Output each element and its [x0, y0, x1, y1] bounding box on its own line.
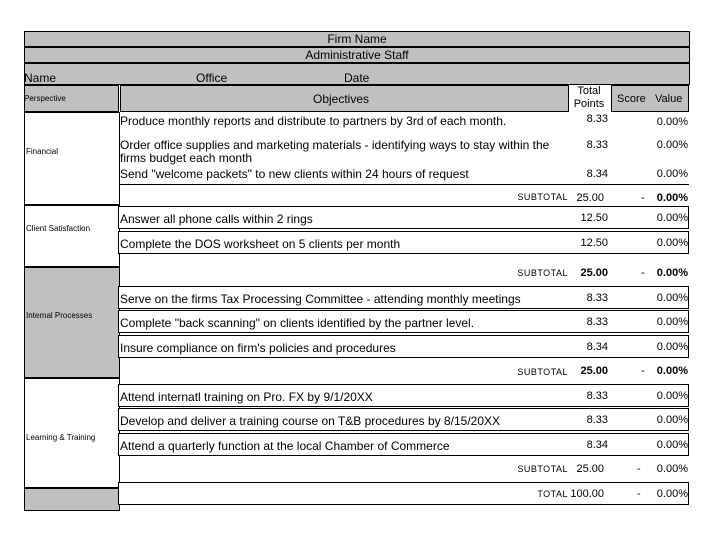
total-perspective-cell: [24, 488, 120, 511]
points-cell: 8.33: [586, 113, 608, 125]
subtotal-points: 25.00: [576, 192, 604, 204]
value-cell: 0.00%: [656, 116, 688, 128]
value-cell: 0.00%: [656, 414, 688, 426]
client-perspective-cell: [24, 205, 120, 267]
objective-row: Complete "back scanning" on clients identified by the partner level.: [120, 316, 475, 330]
subtotal-points: 25.00: [580, 267, 608, 279]
objectives-header: Objectives: [313, 92, 370, 106]
value-cell: 0.00%: [656, 292, 688, 304]
total-points-header: Total Points: [573, 85, 605, 110]
objective-row: Produce monthly reports and distribute to partners by 3rd of each month.: [120, 114, 507, 128]
subtotal-label: SUBTOTAL: [517, 192, 568, 202]
office-label: Office: [196, 71, 228, 85]
objective-row: Serve on the firms Tax Processing Committee - attending monthly meetings: [120, 292, 521, 306]
points-cell: 8.33: [586, 390, 608, 402]
points-cell: 12.50: [580, 212, 608, 224]
points-cell: 8.33: [586, 292, 608, 304]
subtotal-label: SUBTOTAL: [517, 464, 568, 474]
value-cell: 0.00%: [656, 212, 688, 224]
subtotal-points: 25.00: [580, 365, 608, 377]
points-cell: 8.33: [586, 139, 608, 151]
perspective-learning-training: Learning & Training: [26, 433, 96, 442]
subtotal-score: -: [641, 192, 645, 204]
divider: [120, 184, 689, 185]
subtotal-value: 0.00%: [656, 192, 688, 204]
objective-row: Complete the DOS worksheet on 5 clients per month: [120, 237, 401, 251]
name-label: Name: [24, 71, 57, 85]
points-cell: 8.33: [586, 414, 608, 426]
points-cell: 8.34: [586, 168, 608, 180]
score-header: Score: [617, 93, 646, 105]
total-score: -: [637, 488, 641, 500]
subtotal-score: -: [641, 267, 645, 279]
value-cell: 0.00%: [656, 341, 688, 353]
value-cell: 0.00%: [656, 237, 688, 249]
perspective-client-satisfaction: Client Satisfaction: [26, 224, 91, 233]
points-cell: 8.34: [586, 439, 608, 451]
objective-row: Attend internatl training on Pro. FX by 9/1/20XX: [120, 390, 373, 404]
value-cell: 0.00%: [656, 316, 688, 328]
subtotal-score: -: [637, 463, 641, 475]
perspective-header: Perspective: [24, 94, 66, 103]
subtotal-value: 0.00%: [656, 365, 688, 377]
value-cell: 0.00%: [656, 390, 688, 402]
points-cell: 12.50: [580, 237, 608, 249]
subtotal-value: 0.00%: [656, 267, 688, 279]
objective-row: Develop and deliver a training course on T&B procedures by 8/15/20XX: [120, 414, 501, 428]
subtotal-value: 0.00%: [656, 463, 688, 475]
firm-name: Firm Name: [24, 31, 690, 47]
internal-perspective-cell: [24, 267, 120, 378]
objective-row: Insure compliance on firm's policies and procedures: [120, 341, 396, 355]
date-label: Date: [344, 71, 370, 85]
points-cell: 8.33: [586, 316, 608, 328]
subtotal-points: 25.00: [576, 463, 604, 475]
value-cell: 0.00%: [656, 139, 688, 151]
subtotal-score: -: [641, 365, 645, 377]
total-label: TOTAL: [537, 489, 568, 499]
objective-row: Order office supplies and marketing materials - identifying ways to stay within the firms budget each month: [120, 138, 550, 165]
value-cell: 0.00%: [656, 168, 688, 180]
objective-row: Answer all phone calls within 2 rings: [120, 212, 313, 226]
value-cell: 0.00%: [656, 439, 688, 451]
points-cell: 8.34: [586, 341, 608, 353]
total-points: 100.00: [570, 488, 604, 500]
perspective-financial: Financial: [26, 147, 59, 156]
financial-perspective-cell: [24, 112, 120, 205]
perspective-internal-processes: Internal Processes: [26, 311, 93, 320]
value-header: Value: [655, 93, 683, 105]
subtotal-label: SUBTOTAL: [517, 268, 568, 278]
staff-type: Administrative Staff: [24, 47, 690, 63]
subtotal-label: SUBTOTAL: [517, 367, 568, 377]
objective-row: Attend a quarterly function at the local Chamber of Commerce: [120, 439, 450, 453]
objective-row: Send "welcome packets" to new clients within 24 hours of request: [120, 167, 469, 181]
total-value: 0.00%: [656, 488, 688, 500]
